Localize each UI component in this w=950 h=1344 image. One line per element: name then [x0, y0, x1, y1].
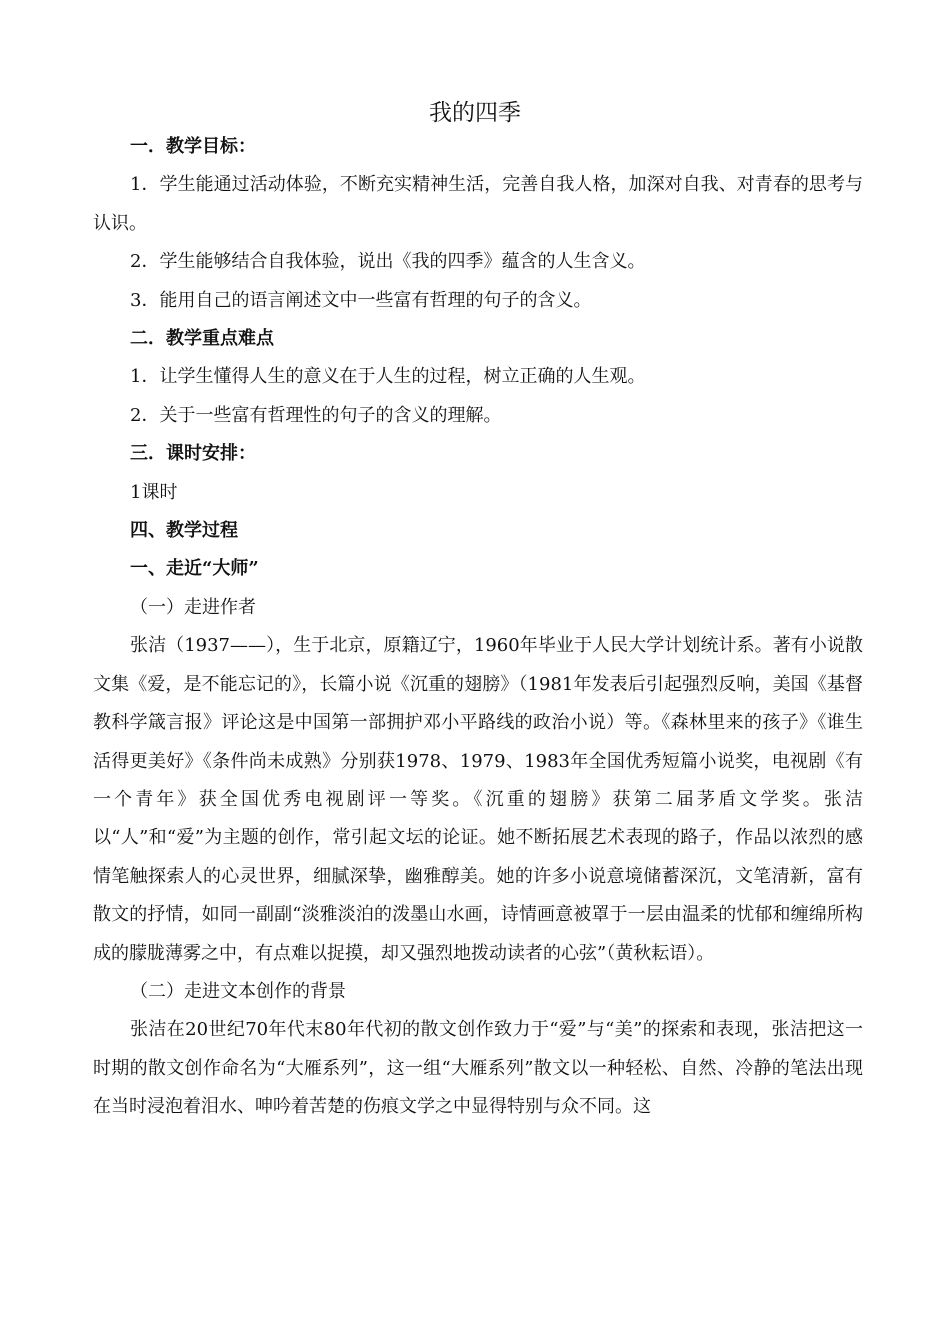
part-heading-author: （一）走进作者	[130, 596, 256, 618]
objective-item: 3．能用自己的语言阐述文中一些富有哲理的句子的含义。	[130, 289, 592, 311]
key-point-item: 2．关于一些富有哲理性的句子的含义的理解。	[130, 404, 502, 426]
objective-item: 2．学生能够结合自我体验，说出《我的四季》蕴含的人生含义。	[130, 251, 646, 273]
objective-item: 1．学生能通过活动体验，不断充实精神生活，完善自我人格，加深对自我、对青春的思考与认识。	[93, 174, 863, 234]
page-title: 我的四季	[429, 100, 521, 126]
section-heading-key-points: 二．教学重点难点	[130, 328, 274, 350]
author-paragraph: 张洁（1937——），生于北京，原籍辽宁，1960年毕业于人民大学计划统计系。著有小说散文集《爱，是不能忘记的》，长篇小说《沉重的翅膀》（1981年发表后引起强烈反响，美国《基督教科学箴言报》评论这是中国第一部拥护邓小平路线的政治小说）等。《森林里来的孩子》《谁生活得更美好》《条件尚未成熟》分别获1978、1979、1983年全国优秀短篇小说奖，电视剧《有一个青年》获全国优秀电视剧评一等奖。《沉重的翅膀》获第二届茅盾文学奖。张洁以“人”和“爱”为主题的创作，常引起文坛的论证。她不断拓展艺术表现的路子，作品以浓烈的感情笔触探索人的心灵世界，细腻深挚，幽雅醇美。她的许多小说意境储蓄深沉，文笔清新，富有散文的抒情，如同一副副“淡雅淡泊的泼墨山水画，诗情画意被罩于一层由温柔的忧郁和缠绵所构成的朦胧薄雾之中，有点难以捉摸，却又强烈地拨动读者的心弦”（黄秋耘语）。	[93, 635, 863, 964]
section-heading-schedule: 三．课时安排：	[130, 443, 256, 465]
background-paragraph: 张洁在20世纪70年代末80年代初的散文创作致力于“爱”与“美”的探索和表现，张洁把这一时期的散文创作命名为“大雁系列”，这一组“大雁系列”散文以一种轻松、自然、冷静的笔法出现在当时浸泡着泪水、呻吟着苦楚的伤痕文学之中显得特别与众不同。这	[93, 1019, 863, 1118]
section-heading-process: 四、教学过程	[130, 520, 238, 542]
part-heading-background: （二）走进文本创作的背景	[130, 980, 346, 1002]
section-heading-objectives: 一．教学目标：	[130, 136, 256, 157]
subsection-heading-master: 一、走近“大师”	[130, 558, 259, 580]
key-point-item: 1．让学生懂得人生的意义在于人生的过程，树立正确的人生观。	[130, 366, 646, 388]
document-body	[93, 128, 863, 1127]
schedule-value: 1课时	[130, 481, 178, 503]
